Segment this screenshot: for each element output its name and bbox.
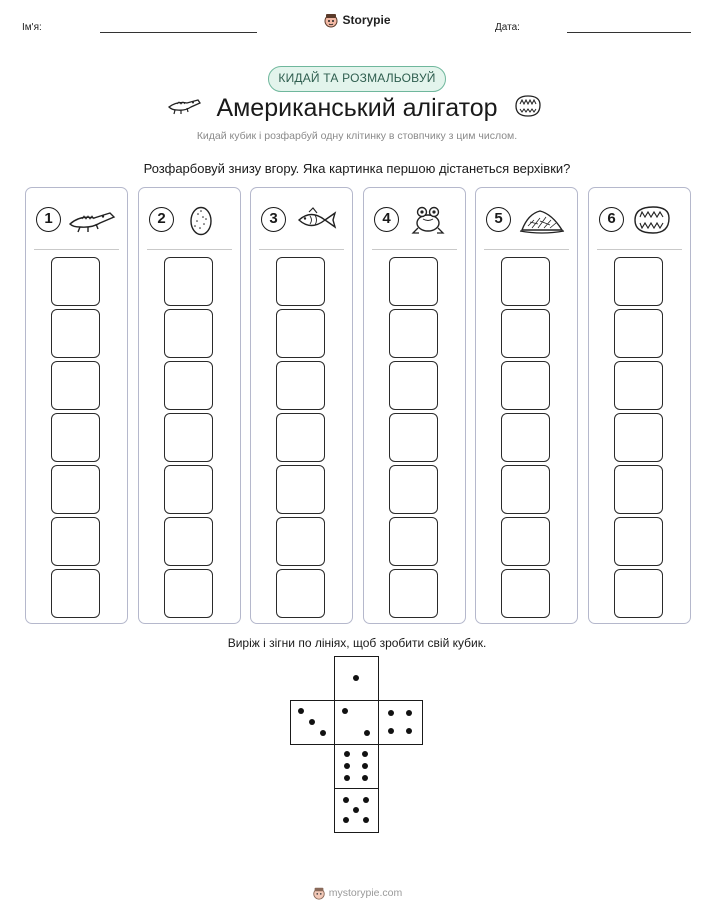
pip xyxy=(320,730,326,736)
color-cell[interactable] xyxy=(389,257,438,306)
cut-instruction: Виріж і зігни по лініях, щоб зробити свій кубик. xyxy=(227,636,487,650)
color-cell[interactable] xyxy=(389,517,438,566)
color-cell[interactable] xyxy=(51,361,100,410)
column-number: 4 xyxy=(374,207,399,232)
column-2 xyxy=(138,187,241,624)
pip xyxy=(343,797,349,803)
color-cell[interactable] xyxy=(51,569,100,618)
column-divider xyxy=(259,249,344,250)
page-subtitle: Кидай кубик і розфарбуй одну клітинку в стовпчику з цим числом. xyxy=(196,130,518,142)
column-3 xyxy=(250,187,353,624)
color-cell[interactable] xyxy=(164,413,213,462)
pip xyxy=(362,775,368,781)
color-cell[interactable] xyxy=(51,309,100,358)
color-cell[interactable] xyxy=(389,465,438,514)
color-cell[interactable] xyxy=(51,517,100,566)
color-cell[interactable] xyxy=(51,257,100,306)
date-label: Дата: xyxy=(495,22,520,33)
column-1 xyxy=(25,187,128,624)
dice-face-3[interactable] xyxy=(290,700,335,745)
pip xyxy=(344,751,350,757)
storypie-mascot-icon xyxy=(323,12,339,28)
pip xyxy=(353,675,359,681)
dice-face-6[interactable] xyxy=(334,744,379,789)
color-cell[interactable] xyxy=(614,361,663,410)
color-cell[interactable] xyxy=(501,569,550,618)
color-cell[interactable] xyxy=(164,257,213,306)
column-number: 2 xyxy=(149,207,174,232)
activity-badge: КИДАЙ ТА РОЗМАЛЬОВУЙ xyxy=(268,66,446,92)
column-4 xyxy=(363,187,466,624)
column-divider xyxy=(147,249,232,250)
color-cell[interactable] xyxy=(51,465,100,514)
column-divider xyxy=(372,249,457,250)
color-cell[interactable] xyxy=(614,569,663,618)
column-divider xyxy=(34,249,119,250)
color-cell[interactable] xyxy=(164,517,213,566)
column-divider xyxy=(484,249,569,250)
pip xyxy=(344,775,350,781)
color-cell[interactable] xyxy=(501,413,550,462)
footer xyxy=(0,886,714,905)
nest-icon xyxy=(518,204,566,236)
column-number: 6 xyxy=(599,207,624,232)
dice-face-5[interactable] xyxy=(334,788,379,833)
pip xyxy=(363,797,369,803)
column-number: 1 xyxy=(36,207,61,232)
color-cell[interactable] xyxy=(389,569,438,618)
color-cell[interactable] xyxy=(501,309,550,358)
color-cell[interactable] xyxy=(389,361,438,410)
color-cell[interactable] xyxy=(164,569,213,618)
frog-icon xyxy=(406,204,454,236)
pip xyxy=(406,728,412,734)
pip xyxy=(343,817,349,823)
color-cell[interactable] xyxy=(164,465,213,514)
dice-face-2[interactable] xyxy=(334,700,379,745)
alligator-jaws-icon xyxy=(631,204,679,236)
egg-icon xyxy=(181,204,229,236)
color-cell[interactable] xyxy=(51,413,100,462)
pip xyxy=(406,710,412,716)
color-cell[interactable] xyxy=(614,517,663,566)
color-cell[interactable] xyxy=(501,257,550,306)
pip xyxy=(362,763,368,769)
color-cell[interactable] xyxy=(276,465,325,514)
color-cell[interactable] xyxy=(164,309,213,358)
page-title: Американський алігатор xyxy=(216,94,498,122)
color-cell[interactable] xyxy=(501,465,550,514)
coloring-instruction: Розфарбовуй знизу вгору. Яка картинка першою дістанеться верхівки? xyxy=(143,161,571,176)
color-cell[interactable] xyxy=(276,569,325,618)
pip xyxy=(364,730,370,736)
color-cell[interactable] xyxy=(164,361,213,410)
name-label: Ім'я: xyxy=(22,22,42,33)
pip xyxy=(298,708,304,714)
color-cell[interactable] xyxy=(276,361,325,410)
color-cell[interactable] xyxy=(614,413,663,462)
dice-face-1[interactable] xyxy=(334,656,379,701)
column-6 xyxy=(588,187,691,624)
color-cell[interactable] xyxy=(276,413,325,462)
pip xyxy=(309,719,315,725)
storypie-mascot-icon xyxy=(312,886,326,900)
color-cell[interactable] xyxy=(276,309,325,358)
color-cell[interactable] xyxy=(614,465,663,514)
brand-name: Storypie xyxy=(342,13,391,27)
column-divider xyxy=(597,249,682,250)
color-cell[interactable] xyxy=(389,413,438,462)
pip xyxy=(388,728,394,734)
alligator-icon xyxy=(68,204,116,236)
date-field[interactable] xyxy=(567,32,691,33)
pip xyxy=(362,751,368,757)
color-cell[interactable] xyxy=(276,257,325,306)
column-number: 3 xyxy=(261,207,286,232)
pip xyxy=(344,763,350,769)
color-cell[interactable] xyxy=(614,257,663,306)
pip xyxy=(388,710,394,716)
brand-logo xyxy=(0,12,714,33)
color-cell[interactable] xyxy=(501,517,550,566)
footer-link[interactable]: mystorypie.com xyxy=(328,887,403,899)
column-5 xyxy=(475,187,578,624)
color-cell[interactable] xyxy=(501,361,550,410)
pip xyxy=(363,817,369,823)
pip xyxy=(353,807,359,813)
column-number: 5 xyxy=(486,207,511,232)
fish-icon xyxy=(293,204,341,236)
color-cell[interactable] xyxy=(276,517,325,566)
color-cell[interactable] xyxy=(389,309,438,358)
pip xyxy=(342,708,348,714)
color-cell[interactable] xyxy=(614,309,663,358)
dice-face-4[interactable] xyxy=(378,700,423,745)
